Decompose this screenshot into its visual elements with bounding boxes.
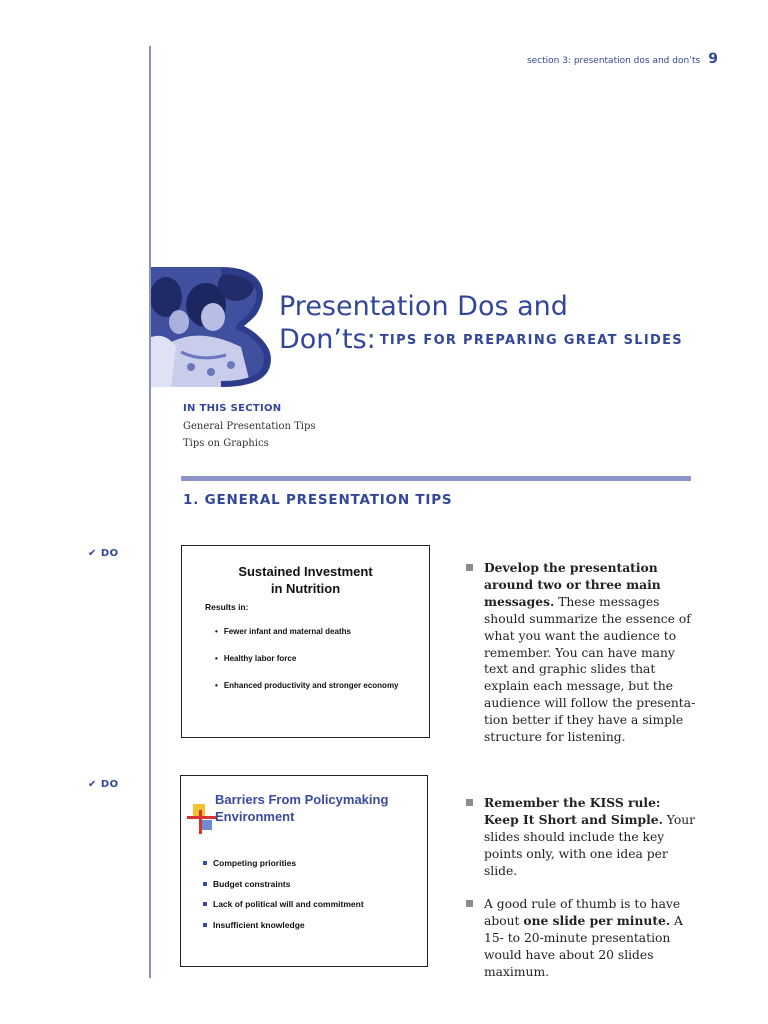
tip-text: These messages should summarize the essence of what you want the audience to remember. You can have many text and graphic slides that explain each message, but the audience will follow the presenta-tion better if they have a simple structure for listening. (484, 594, 696, 745)
tip-paragraph (466, 795, 698, 880)
tip-bold: Develop the presentation around two or three main messages. (484, 560, 661, 609)
slide-bullet: Lack of political will and commitment (203, 899, 364, 909)
section-divider (181, 476, 691, 481)
example-slide-barriers (180, 775, 428, 967)
slide-bullet: Budget constraints (203, 879, 290, 889)
section-numeral-graphic (151, 267, 271, 387)
title-line-2-wrap (279, 323, 739, 357)
slide-bullet: • Enhanced productivity and stronger economy (215, 681, 399, 690)
in-this-section-item: General Presentation Tips (183, 421, 316, 432)
slide-bullet: Competing priorities (203, 858, 296, 868)
do-label: ✔ DO (88, 779, 119, 790)
title-line-2: Don’ts: (279, 324, 376, 355)
slide-title-line-1: Sustained Investment (238, 564, 373, 579)
slide-bullet: • Fewer infant and maternal deaths (215, 627, 351, 636)
slide-results-label: Results in: (205, 602, 249, 612)
bullet-square-icon (466, 564, 473, 571)
tip-text: Your slides should include the key points only, with one idea per slide. (484, 812, 696, 878)
tip-paragraph (466, 560, 698, 746)
tip-bold: one slide per minute. (523, 912, 671, 928)
slide-title-line-1: Barriers From Policymaking (215, 792, 389, 807)
do-label: ✔ DO (88, 548, 119, 559)
running-head (527, 51, 718, 67)
running-head-text: section 3: presentation dos and don’ts (526, 56, 701, 66)
bullet-square-icon (466, 900, 473, 907)
slide-decoration-icon (185, 802, 217, 834)
example-slide-nutrition (181, 545, 430, 738)
slide-bullet: Insufficient knowledge (203, 920, 305, 930)
in-this-section-item: Tips on Graphics (183, 438, 269, 449)
bullet-square-icon (466, 799, 473, 806)
tip-bold: Remember the KISS rule: Keep It Short and Simple. (484, 795, 663, 827)
margin-rule (149, 46, 151, 978)
section-heading: 1. GENERAL PRESENTATION TIPS (183, 492, 453, 508)
title-line-1: Presentation Dos and (279, 291, 568, 322)
title-subtitle: TIPS FOR PREPARING GREAT SLIDES (379, 333, 683, 348)
tip-text: A 15- to 20-minute presentation would have about 20 slides maximum. (484, 913, 683, 979)
slide-title-line-2: in Nutrition (270, 581, 341, 596)
in-this-section (183, 403, 316, 452)
tip-paragraph (466, 896, 698, 981)
slide-title-line-2: Environment (215, 809, 295, 824)
tip-pre: A good rule of thumb is to have about (484, 897, 681, 928)
slide-bullet: • Healthy labor force (215, 654, 296, 663)
in-this-section-heading: IN THIS SECTION (183, 403, 282, 414)
page-number: 9 (708, 51, 718, 67)
section-banner-photo (151, 267, 271, 387)
section-title (279, 290, 739, 357)
